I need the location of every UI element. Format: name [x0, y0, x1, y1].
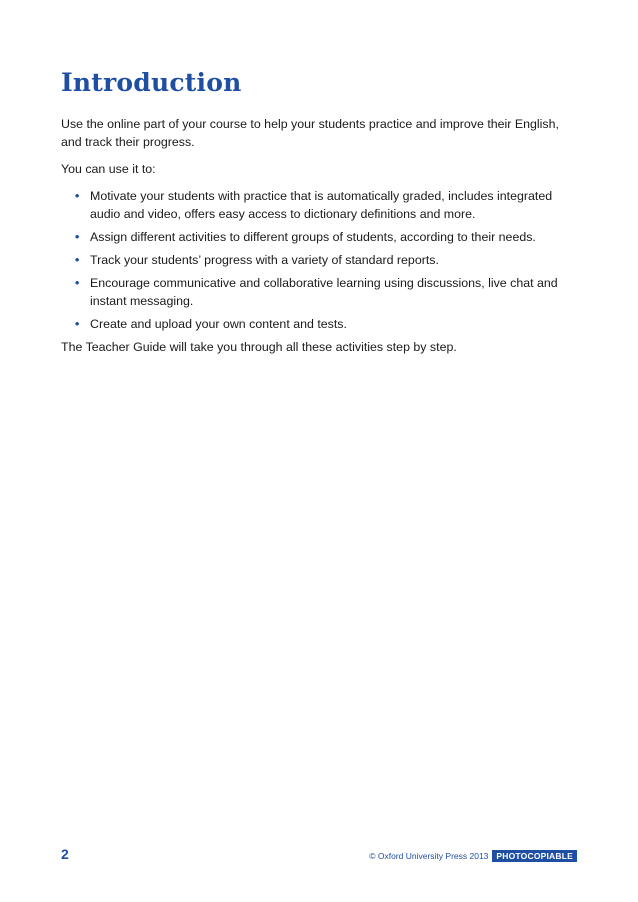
photocopiable-badge: PHOTOCOPIABLE — [492, 850, 577, 862]
list-item — [61, 315, 581, 333]
list-item-text: Assign different activities to different groups of students, according to their needs. — [90, 230, 536, 244]
closing-paragraph: The Teacher Guide will take you through all these activities step by step. — [61, 340, 457, 354]
intro-paragraph: Use the online part of your course to help your students practice and improve their English, and track their progress. — [61, 117, 559, 149]
list-item-text: Track your students’ progress with a variety of standard reports. — [90, 253, 439, 267]
list-item-text: Create and upload your own content and tests. — [90, 317, 347, 331]
page-number: 2 — [61, 846, 69, 862]
list-item-text: Motivate your students with practice that is automatically graded, includes integrated audio and video, offers easy access to dictionary definitions and more. — [90, 189, 553, 221]
footer-credits — [369, 850, 577, 862]
list-item — [61, 251, 581, 269]
page-title: Introduction — [61, 68, 242, 97]
lead-in-paragraph: You can use it to: — [61, 162, 156, 176]
page-body — [61, 115, 581, 365]
bullet-icon: • — [75, 189, 80, 203]
list-item — [61, 228, 581, 246]
bullet-icon: • — [75, 317, 80, 331]
bullet-icon: • — [75, 253, 80, 267]
bullet-icon: • — [75, 230, 80, 244]
list-item-text: Encourage communicative and collaborative learning using discussions, live chat and instant messaging. — [90, 276, 558, 308]
list-item — [61, 187, 581, 223]
feature-list — [61, 187, 581, 333]
list-item — [61, 274, 581, 310]
copyright-notice: © Oxford University Press 2013 — [369, 851, 489, 861]
bullet-icon: • — [75, 276, 80, 290]
